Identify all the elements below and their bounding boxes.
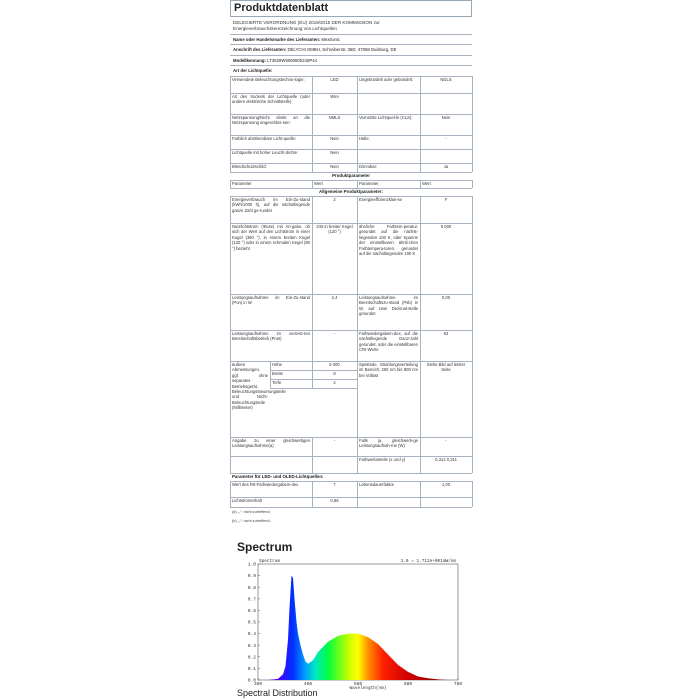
column-divider: [312, 114, 313, 135]
type-heading-row: [230, 65, 472, 77]
general-row-value: -: [333, 438, 336, 443]
column-divider: [312, 330, 313, 361]
column-divider: [230, 163, 231, 172]
column-divider: [420, 76, 421, 93]
regulation-line-1: DELEGIERTE VERORDNUNG (EU) 2019/2015 DER KOMMISSION zur: [233, 20, 380, 25]
y-tick-label: 0.8: [247, 585, 256, 591]
column-divider: [357, 196, 358, 223]
general-row-value-2: 6 000: [440, 224, 452, 229]
model-id-label: Modellkennung:: [233, 58, 266, 63]
led-params-heading: Parameter für LED- und OLED-Lichtquellen:: [232, 474, 324, 479]
footnote-b: (b) „-“: nicht zutreffend;: [232, 519, 271, 523]
led-row-value-2: 1,00: [441, 482, 451, 487]
column-divider: [472, 456, 473, 473]
column-divider: [357, 180, 358, 188]
column-divider: [270, 361, 271, 370]
y-tick-label: 1.0: [247, 562, 256, 568]
column-divider: [420, 330, 421, 361]
column-divider: [312, 481, 313, 497]
dimension-label: Breite: [272, 371, 283, 376]
y-tick-label: 0.1: [247, 667, 256, 672]
column-divider: [312, 361, 313, 388]
column-divider: [420, 163, 421, 172]
column-divider: [357, 93, 358, 114]
column-divider: [357, 497, 358, 507]
type-row-value: Nein: [330, 164, 339, 169]
column-divider: [472, 149, 473, 163]
column-divider: [312, 93, 313, 114]
type-row-value-2: Ja: [443, 164, 449, 169]
type-row-param-2: Vernetzte Lichtquel-le (CLS):: [359, 115, 413, 120]
column-divider: [312, 437, 313, 456]
column-divider: [472, 223, 473, 294]
general-row-value-2: -: [445, 438, 447, 443]
column-divider: [312, 135, 313, 149]
general-row-param: Leistungsaufnahme im Ein-Zu-stand (Pon) in W: [232, 295, 310, 306]
type-row-value-2: [422, 94, 470, 113]
column-divider: [357, 76, 358, 93]
column-divider: [420, 149, 421, 163]
y-tick-label: 0.7: [247, 597, 256, 603]
general-row-value: -: [333, 331, 336, 336]
general-row-param-2: Energieeffizienzklas-se: [359, 197, 402, 202]
general-row-value-2: 0,312 0,311: [435, 457, 457, 462]
spectrum-caption: Spectral Distribution: [237, 688, 318, 698]
type-row-param: Verwendete Beleuchtungstechno-logie:: [232, 77, 305, 82]
column-divider: [357, 481, 358, 497]
type-row-param: Lichtquelle mit hoher Leucht-dichte:: [232, 150, 299, 155]
type-row-param-2: Ungebündelt oder gebündelt:: [359, 77, 414, 82]
column-divider: [472, 330, 473, 361]
header-value: Wert: [314, 181, 323, 186]
y-tick-label: 0.0: [247, 678, 256, 684]
dimension-label: Höhe: [272, 362, 283, 367]
led-row-param-2: Lebensdauerfaktor: [359, 482, 394, 487]
type-heading: Art der Lichtquelle:: [233, 68, 273, 73]
type-row-value: Nein: [330, 150, 339, 155]
column-divider: [312, 76, 313, 93]
column-divider: [420, 294, 421, 330]
x-tick-label: 780: [453, 682, 463, 687]
type-row-param: Farblich abstimmbare Licht-quelle:: [232, 136, 297, 141]
general-row-param: Leistungsaufnahme im vernetz-ten Bereitschaftsbetrieb (Pnet): [232, 331, 310, 342]
type-row-value-2: -: [445, 136, 447, 141]
column-divider: [312, 497, 313, 507]
column-divider: [472, 163, 473, 172]
column-divider: [357, 456, 358, 473]
led-row-value: 7: [333, 482, 336, 487]
column-divider: [312, 294, 313, 330]
column-divider: [230, 223, 231, 294]
general-row-value: 2: [333, 197, 336, 202]
column-divider: [357, 135, 358, 149]
column-divider: [270, 379, 271, 388]
column-divider: [420, 180, 421, 188]
column-divider: [270, 370, 271, 379]
column-divider: [312, 223, 313, 294]
type-row-value-2: Nein: [441, 115, 451, 120]
column-divider: [357, 294, 358, 330]
column-divider: [472, 437, 473, 456]
general-row-value-2: F: [444, 197, 448, 202]
row-divider: [230, 507, 472, 508]
header-value-2: Wert: [422, 181, 431, 186]
column-divider: [472, 361, 473, 437]
x-tick-label: 680: [403, 682, 413, 687]
column-divider: [357, 163, 358, 172]
general-row-param: Angabe zu einer gleichwertigen Leistungsaufnahme(a): [232, 438, 310, 449]
supplier-address-value: DELYCHI GMBH, Schreiberstr. 36D, 47058 Duisburg, DE: [287, 47, 397, 52]
supplier-address-row: [230, 44, 472, 55]
type-row-param-2: Dimmbar:: [359, 164, 378, 169]
general-row-param-2: Farbwertanteile (x und y): [359, 457, 406, 462]
column-divider: [230, 361, 231, 437]
x-tick-label: 380: [253, 682, 263, 687]
column-divider: [230, 437, 231, 456]
column-divider: [230, 149, 231, 163]
column-divider: [472, 481, 473, 497]
general-row-param-2: Falls ja, gleichwerti-ge Leistungsaufnah-me (W): [359, 438, 418, 449]
dimension-value: 5 000: [329, 362, 340, 367]
dimension-value: 8: [333, 371, 336, 376]
spectrum-chart: [233, 554, 468, 689]
column-divider: [472, 135, 473, 149]
type-row-param: Art des Sockels der Lichtquelle (oder andere elektrische Schnittstelle): [232, 94, 310, 105]
general-row-value: [314, 457, 355, 472]
column-divider: [420, 497, 421, 507]
general-params-heading: Allgemeine Produktparameter:: [319, 189, 383, 194]
row-divider: [270, 388, 357, 389]
column-divider: [230, 330, 231, 361]
column-divider: [230, 114, 231, 135]
y-tick-label: 0.5: [247, 620, 256, 626]
header-param: Parameter: [232, 181, 252, 186]
general-row-param: Nutzlichtstrom (Φuse) mit An-gabe, ob sich der Wert auf den Lichtstrom in einer Kugel (360 °), in einem breiten Kegel (120 °) oder in einem schmalen Kegel (90 °) bezieht: [232, 224, 310, 251]
y-tick-label: 0.4: [247, 632, 256, 638]
led-row-param-2: [359, 498, 418, 506]
column-divider: [420, 481, 421, 497]
regulation-line-2: Energieverbrauchskennzeichnung von Lichtquellen: [233, 26, 337, 31]
column-divider: [420, 437, 421, 456]
column-divider: [357, 330, 358, 361]
column-divider: [472, 93, 473, 114]
column-divider: [420, 93, 421, 114]
general-row-value: 240 in breiter Kegel (120 °): [316, 224, 353, 235]
footnote-a: (a) „-“: nicht zutreffend;: [232, 510, 271, 514]
type-row-value: Wire: [330, 94, 339, 99]
dimension-value: 2: [333, 380, 336, 385]
title-box: [230, 0, 472, 17]
column-divider: [230, 135, 231, 149]
sheet-title: Produktdatenblatt: [234, 2, 329, 14]
product-params-heading: Produktparameter: [332, 173, 370, 178]
column-divider: [472, 180, 473, 188]
column-divider: [312, 163, 313, 172]
column-divider: [230, 196, 231, 223]
type-row-value: NMLS: [328, 115, 341, 120]
general-row-param: [232, 457, 310, 472]
spectral-value: Siehe Bild auf letzter Seite: [426, 362, 466, 373]
column-divider: [230, 481, 231, 497]
y-tick-label: 0.2: [247, 655, 256, 661]
general-row-value-2: 83: [443, 331, 449, 336]
x-axis-label: Wavelength(nm): [349, 686, 387, 691]
led-row-value-2: [422, 498, 470, 506]
column-divider: [357, 114, 358, 135]
model-id-value: LT3528W6060500240P44: [267, 58, 318, 63]
led-row-param: Lichtstromerhalt: [232, 498, 262, 503]
x-tick-label: 580: [353, 682, 363, 687]
header-param-2: Parameter: [359, 181, 379, 186]
general-row-param-2: Farbwiedergabein-dex, auf die nächstliegende Ganz-zahl gerundet, oder die einstellbaren CRI-Werte: [359, 331, 418, 353]
dimensions-param: äußere Abmessungen, ggf. ohne separates Betriebsgerät, Beleuchtungssteuerungsteile und Nicht-Beleuchtungsteile (Millimeter): [232, 362, 286, 411]
type-row-param-2: [359, 150, 418, 162]
column-divider: [230, 456, 231, 473]
column-divider: [472, 114, 473, 135]
column-divider: [230, 93, 231, 114]
spectral-param: Spektrale Strahlungsverteilung im Bereich: 250 nm bis 800 nm bei Vollast: [359, 362, 418, 378]
column-divider: [420, 114, 421, 135]
column-divider: [357, 361, 358, 437]
column-divider: [312, 196, 313, 223]
column-divider: [312, 149, 313, 163]
column-divider: [312, 456, 313, 473]
dimension-label: Tiefe: [272, 380, 282, 385]
general-row-param-2: ähnliche Farbtem-peratur, gerundet auf die nächst-liegenden 100 K, oder Spanne der einstellbaren ähnli-chen Farbtempera-turen, gerundet auf die nächstliegenden 100 K: [359, 224, 418, 257]
supplier-address-label: Anschrift des Lieferanten:: [233, 47, 287, 52]
supplier-name-label: Name oder Handelsmarke des Lieferanten:: [233, 37, 321, 42]
y-tick-label: 0.6: [247, 609, 256, 614]
type-row-value-2: [422, 150, 470, 162]
y-tick-label: 0.9: [247, 574, 256, 580]
led-row-value: 0,96: [330, 498, 339, 503]
type-row-param-2: Hülle:: [359, 136, 370, 141]
column-divider: [312, 180, 313, 188]
type-row-param-2: [359, 94, 418, 113]
column-divider: [472, 196, 473, 223]
general-row-value: 2,4: [331, 295, 338, 300]
column-divider: [230, 294, 231, 330]
y-tick-label: 0.3: [247, 643, 256, 649]
column-divider: [420, 196, 421, 223]
column-divider: [420, 135, 421, 149]
supplier-name-value: Mextronic: [321, 37, 340, 42]
column-divider: [357, 223, 358, 294]
x-tick-label: 480: [303, 682, 313, 687]
column-divider: [472, 294, 473, 330]
column-divider: [420, 361, 421, 437]
column-divider: [472, 497, 473, 507]
type-row-param: Blendschutzschild:: [232, 164, 267, 169]
general-row-param-2: Leistungsaufnahme im Bereitschaftszu-stand (Psb) in W, auf zwei Dezimal-stelle gerundet: [359, 295, 418, 317]
type-row-value-2: NDLS: [440, 77, 452, 82]
led-row-param: Wert des R9-Farbwiedergabein-dex: [232, 482, 299, 487]
general-row-value-2: 0,00: [441, 295, 451, 300]
column-divider: [230, 497, 231, 507]
type-row-value: LED: [330, 77, 339, 82]
column-divider: [357, 437, 358, 456]
column-divider: [230, 76, 231, 93]
general-row-param: Energieverbrauch im Ein-Zu-stand (kWh/1000 h), auf die nächstliegende ganze Zahl ge-rundet: [232, 197, 310, 213]
scale-annotation: 1.0 = 1.712e+001mW/nm: [400, 559, 456, 564]
column-divider: [472, 76, 473, 93]
column-divider: [230, 180, 231, 188]
type-row-param: Netzspannung/Nicht direkt an die Netzspannung angeschlos-sen:: [232, 115, 310, 126]
column-divider: [357, 149, 358, 163]
product-data-sheet: [230, 0, 472, 523]
column-divider: [420, 456, 421, 473]
spectrum-heading: Spectrum: [237, 540, 293, 554]
type-row-value: Nein: [330, 136, 339, 141]
column-divider: [420, 223, 421, 294]
y-axis-label: Spectrum: [259, 559, 281, 564]
